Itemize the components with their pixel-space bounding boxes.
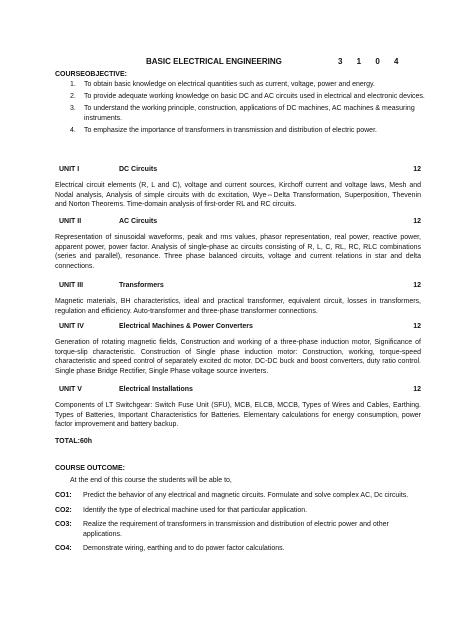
outcome-list [55,491,421,559]
unit-heading [55,281,421,291]
unit-number: UNIT III [59,282,84,289]
objective-text: To understand the working principle, construction, applications of DC machines, AC machines & measuring instruments. [84,105,415,122]
outcome-code: CO4: [55,545,72,553]
outcome-code: CO2: [55,506,72,514]
outcome-code: CO3: [55,521,72,529]
unit-description: Generation of rotating magnetic fields, Construction and working of a three-phase induction motor, Significance of torque-slip characteristic. Construction of Single phase induction motor: Construction, working, torque-speed characteristic and speed control of separately excited dc motor. DC-DC buck and boost converters, duty ratio control. Single phase Bridge Rectifier, Single Phase voltage source inverters. [55,339,421,375]
unit-heading [55,322,421,332]
unit-number: UNIT I [59,166,80,173]
objective-item [70,92,426,102]
total-hours: TOTAL:60h [55,438,93,445]
objective-item [70,104,426,123]
unit-description: Representation of sinusoidal waveforms, peak and rms values, phasor representation, real power, reactive power, apparent power, power factor. Analysis of single-phase ac circuits consisting of R, L, C, RL, RC, RLC combinations (series and parallel), resonance. Three phase balanced circuits, voltage and current relations in star and delta connections. [55,234,421,270]
unit-hours: 12 [413,386,421,393]
outcome-code: CO1: [55,492,72,499]
objective-text: To provide adequate working knowledge on basic DC and AC circuits used in electrical and electronic devices. [84,93,425,101]
outcome-text: Predict the behavior of any electrical and magnetic circuits. Formulate and solve complex AC, Dc circuits. [83,492,409,499]
unit-number: UNIT IV [59,323,84,330]
unit-section-1 [55,165,421,210]
objective-number: 2. [70,93,76,101]
header-row [0,57,474,69]
outcome-item [55,491,421,501]
objective-text: To obtain basic knowledge on electrical quantities such as current, voltage, power and energy. [84,81,375,88]
outcome-item [55,544,421,554]
unit-heading [55,385,421,395]
outcome-text: Demonstrate wiring, earthing and to do power factor calculations. [83,545,285,553]
unit-heading [55,217,421,227]
objective-text: To emphasize the importance of transformers in transmission and distribution of electric power. [84,126,377,134]
course-outcome-heading: COURSE OUTCOME: [55,465,125,472]
unit-section-4 [55,322,421,376]
objective-number: 4. [70,126,76,134]
unit-hours: 12 [413,323,421,330]
unit-hours: 12 [413,166,421,173]
objective-item [70,80,426,90]
unit-number: UNIT V [59,386,82,393]
unit-heading [55,165,421,175]
outcome-item [55,506,421,516]
unit-description: Magnetic materials, BH characteristics, ideal and practical transformer, equivalent circuit, losses in transformers, regulation and efficiency. Auto-transformer and three-phase transformer connections. [55,298,421,315]
unit-title: DC Circuits [119,166,158,173]
outcome-item [55,520,421,539]
course-title: BASIC ELECTRICAL ENGINEERING [146,57,282,66]
objective-list [70,80,426,138]
objective-item [70,126,426,136]
unit-title: AC Circuits [119,218,158,225]
objective-number: 1. [70,81,76,88]
outcome-text: Realize the requirement of transformers in transmission and distribution of electric power and other applications. [83,521,389,538]
objective-number: 3. [70,105,76,113]
unit-title: Electrical Installations [119,386,193,393]
unit-hours: 12 [413,218,421,225]
unit-description: Components of LT Switchgear: Switch Fuse Unit (SFU), MCB, ELCB, MCCB, Types of Wires and Cables, Earthing. Types of Batteries, Important Characteristics for Batteries. Elementary calculations for energy consumption, power factor improvement and battery backup. [55,402,421,429]
unit-section-3 [55,281,421,316]
unit-title: Electrical Machines & Power Converters [119,323,253,330]
course-objective-heading: COURSEOBJECTIVE: [55,71,127,78]
unit-title: Transformers [119,282,164,289]
unit-hours: 12 [413,282,421,289]
course-credits: 3 1 0 4 [338,57,400,66]
outcome-text: Identify the type of electrical machine used for that particular application. [83,506,308,514]
course-outcome-intro: At the end of this course the students will be able to, [70,477,232,484]
unit-section-5 [55,385,421,430]
unit-number: UNIT II [59,218,82,225]
unit-description: Electrical circuit elements (R, L and C), voltage and current sources, Kirchoff current and voltage laws, Mesh and Nodal analysis, Analysis of simple circuits with dc excitation, Wye⇔Delta Transformation, Superposition, Thevenin and Norton Theorems. Time-domain analysis of first-order RL and RC circuits. [55,182,421,209]
unit-section-2 [55,217,421,271]
